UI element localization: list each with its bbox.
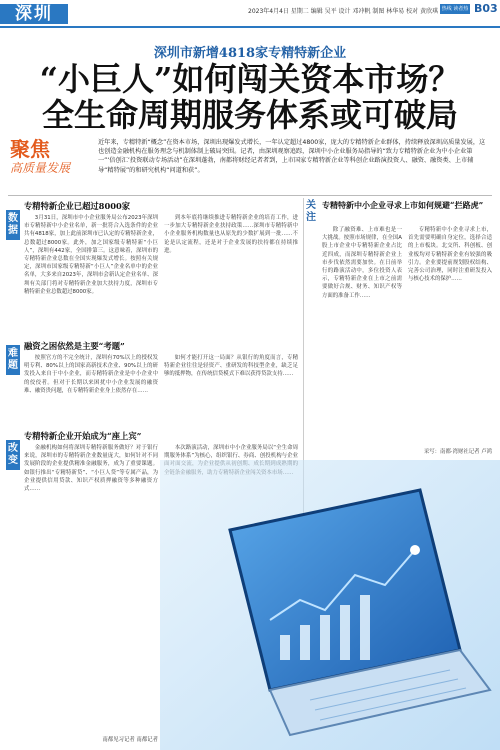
label-shuju: 数据: [6, 210, 20, 240]
sidebar-title: 专精特新中小企业寻求上市如何规避“拦路虎”: [322, 200, 484, 210]
headline-line1: “小巨人”如何闯关资本市场？: [39, 60, 461, 98]
section-tag: 深圳: [0, 4, 68, 24]
sidebar-col1: [322, 226, 402, 456]
section1-col2: [164, 214, 298, 334]
section2-col2-text: 如何才能打开这一局面？从银行的角度而言，专精特新企业往往是轻资产、重研发的科技型企业，缺乏足够的抵押物，在传统信贷模式下难以获得贷款支持……: [164, 355, 298, 378]
section1-col1: [24, 214, 158, 334]
sidebar-col1-text: 除了融资难、上市难也是一大挑战。按照市场规律，在全国A股上市企业中专精特新企业占比近四成，而深圳专精特新企业上市步伐依然需要加快。在日前举行的路演活动中，多位投资人表示，专精特新企业在上市之前需要做好合规、财务、知识产权等方面的准备工作……: [322, 227, 402, 299]
headline-line2: 全生命周期服务体系或可破局: [41, 96, 458, 134]
dateline: 2023年4月4日 星期二 编辑 吴平 设计 邓冲帆 制图 林华易 校对 黄欣琪: [248, 8, 439, 15]
badge-line1: 聚焦: [10, 137, 50, 161]
badge-line2: 高质量发展: [10, 161, 71, 175]
divider: [8, 195, 492, 196]
byline-right: 采写：南都·湾财社记者 卢鸿: [423, 449, 492, 455]
section3-col1: [24, 444, 158, 734]
header-rule: [0, 26, 500, 28]
lede-paragraph: 近年来，专精特新“概念”在资本市场，深圳出现爆发式增长，一年认定超过4800家，庞大的专精特新企业群体，持续释放深圳高质量发展，这也创造金融机构在服务理念与机制体制上破局突围。记者，由深圳观察追踪，深圳中小企业服务局指导的“致力专精特新企业为中小企业第一”‘倍创汇’投资联动专场活动”在深圳蓬勃，南都将财经记者者到，上市国家专精特新企业等科创企业路演投资人、融资、融资类、上市辅导“精特展”的和研究机构“问道和获”。: [98, 139, 486, 174]
byline-left: 南都见习记者 南都记者: [102, 737, 158, 743]
kicker: 深圳市新增4818家专精特新企业: [153, 46, 347, 61]
section2-title: 融资之困依然是主要“考题”: [24, 341, 125, 351]
section3-col1-text: 金融机构如何将深圳专精特新服务做好？对于银行来说，深圳市的专精特新企业数量庞大，如何针对不同发展阶段的企业提供精准金融服务，成为了重要课题。如银行推出“专精特新贷”、“小巨人贷”等专属产品，为企业提供信用贷款、知识产权质押融资等多种融资方式……: [24, 445, 158, 493]
edit-tag: 热线 读者热线: [441, 6, 469, 22]
page-header: [0, 0, 500, 26]
label-gaibian: 改变: [6, 440, 20, 470]
page-number: B03: [474, 2, 498, 15]
section2-col1: [24, 354, 158, 424]
section2-col2: [164, 354, 298, 424]
section3-col2-text: 本次路演活动，深圳市中小企业服务局以“全生命周期服务体系”为核心，组织银行、券商、创投机构与企业: [164, 445, 298, 460]
section3-title: 专精特新企业开始成为“座上宾”: [24, 431, 142, 441]
section1-col2-text: 到本年底将继续推进专精特新企业的培育工作，进一步加大专精特新企业扶持政策……深圳市专精特新中小企业服务机构数量也从原先的少数扩展到一批……不论是认定流程，还是对于企业发展的扶持都在持续推进。: [164, 215, 298, 254]
label-nandian: 难题: [6, 345, 20, 375]
laptop-illustration: [160, 460, 500, 750]
sidebar-col2: [408, 226, 492, 456]
section2-col1-text: 按照官方的不完全统计，深圳有70%以上的授权发明专利、80%以上的国家高新技术企业、90%以上的研发投入来自于中小企业，而专精特新企业是中小企业中的佼佼者。但对于长期以来困扰中小企业发展的融资难、融资贵问题，在专精特新企业身上依然存在……: [24, 355, 158, 394]
sidebar-col2-text: 专精特新中小企业寻求上市，首先需要明确自身定位，选择合适的上市板块。北交所、科创板、创业板均对专精特新企业有较强的吸引力。企业要提前规划股权结构、完善公司治理，同时注重研发投入与核心技术的保护……: [408, 227, 492, 283]
focus-badge: [10, 138, 86, 188]
section1-col1-text: 3月31日，深圳市中小企业服务局公布2023年深圳市专精特新中小企业名单，新一批符合入选条件的企业共有4818家，加上此前深圳市已认定的专精特新企业，总数超过8000家。此外，加之国家级专精特新“小巨人”，深圳有442家，全国排第三。这意味着，深圳市的专精特新企业总数在全国实现爆发式增长。按照有关规定，深圳市国家级专精特新“小巨人”企业名单中的企业名单，大多来自2023年，深圳市会新认定企业名单、深圳有关部门将对专精特新企业加大扶持力度，深圳市专精特新企业总数超过8000家。: [24, 215, 158, 295]
label-guanzhu: 关注: [306, 200, 316, 223]
section1-title: 专精特新企业已超过8000家: [24, 201, 131, 211]
